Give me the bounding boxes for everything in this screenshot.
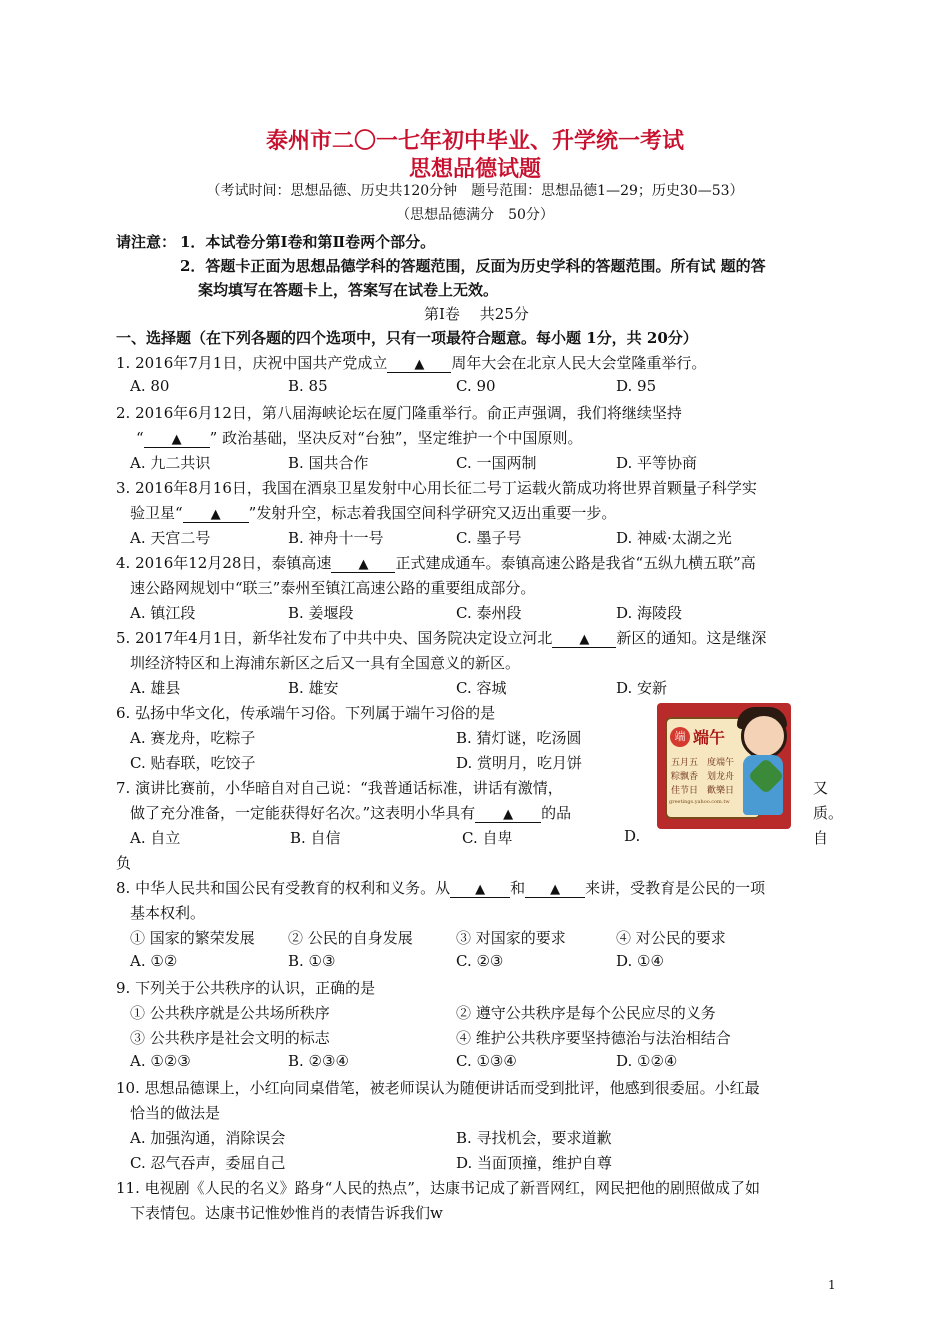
q4-option-b: B. 姜堰段: [288, 604, 354, 622]
q5-option-d: D. 安新: [616, 679, 668, 697]
question-8-line-2: 基本权利。: [130, 904, 206, 922]
q8-option-d: D. ①④: [616, 952, 664, 970]
blank-marker: ▲: [358, 557, 369, 572]
question-2-text-pre: “: [136, 429, 144, 447]
question-3-line-2: [130, 502, 616, 523]
question-10-line-2: 恰当的做法是: [130, 1104, 221, 1122]
part-1-header: 第Ⅰ卷 共25分: [424, 305, 529, 323]
q4-option-c: C. 泰州段: [456, 604, 522, 622]
q1-option-a: A. 80: [130, 377, 170, 395]
q8-item-1: ① 国家的繁荣发展: [130, 929, 255, 947]
q9-item-1: ① 公共秩序就是公共场所秩序: [130, 1004, 330, 1022]
q1-option-c: C. 90: [456, 377, 496, 395]
q4-option-a: A. 镇江段: [130, 604, 196, 622]
q9-item-3: ③ 公共秩序是社会文明的标志: [130, 1029, 330, 1047]
q7-option-d-tail-2: 负: [116, 854, 132, 872]
q6-option-a: A. 赛龙舟，吃粽子: [130, 729, 256, 747]
q7-option-d-tail-1: 自: [813, 829, 829, 847]
image-poem-line-3: 佳节日 歡樂日: [671, 786, 735, 796]
q6-option-c: C. 贴春联，吃饺子: [130, 754, 256, 772]
question-4-line-2: 速公路网规划中“联三”泰州至镇江高速公路的重要组成部分。: [130, 579, 536, 597]
q5-option-c: C. 容城: [456, 679, 507, 697]
answer-blank: [144, 429, 210, 448]
blank-marker: ▲: [414, 357, 425, 372]
question-4-text-pre: 4. 2016年12月28日，泰镇高速: [116, 554, 332, 572]
question-11-line-1: 11. 电视剧《人民的名义》路身“人民的热点”，达康书记成了新晋网红，网民把他的剧照做成了如: [116, 1179, 760, 1197]
answer-blank: [387, 354, 451, 373]
q10-option-d: D. 当面顶撞，维护自尊: [456, 1154, 613, 1172]
q3-option-a: A. 天宫二号: [130, 529, 211, 547]
question-3-line-1: 3. 2016年8月16日，我国在酒泉卫星发射中心用长征二号丁运载火箭成功将世界首颗量子科学实: [116, 479, 757, 497]
q8-item-4: ④ 对公民的要求: [616, 929, 726, 947]
q10-option-a: A. 加强沟通，消除误会: [130, 1129, 286, 1147]
q7-option-d: D.: [624, 827, 641, 845]
q1-option-b: B. 85: [288, 377, 328, 395]
exam-title: 泰州市二〇一七年初中毕业、升学统一考试: [265, 128, 684, 154]
blank-marker: ▲: [171, 432, 182, 447]
question-1: [116, 352, 706, 373]
score-info: （思想品德满分 50分）: [396, 207, 554, 223]
question-9-line-1: 9. 下列关于公共秩序的认识，正确的是: [116, 979, 376, 997]
question-2-line-2: [136, 427, 582, 448]
q9-option-a: A. ①②③: [130, 1052, 191, 1070]
q2-option-d: D. 平等协商: [616, 454, 698, 472]
question-1-text-post: 周年大会在北京人民大会堂隆重举行。: [451, 354, 707, 372]
q7-option-a: A. 自立: [130, 829, 181, 847]
answer-blank: [525, 879, 585, 898]
blank-marker: ▲: [579, 632, 590, 647]
image-title: 端午: [693, 728, 726, 747]
blank-marker: ▲: [475, 882, 486, 897]
question-11-line-2: 下表情包。达康书记惟妙惟肖的表情告诉我们w: [130, 1204, 443, 1222]
answer-blank: [552, 629, 616, 648]
girl-face: [741, 713, 787, 759]
section-1-header: 一、选择题（在下列各题的四个选项中，只有一项最符合题意。每小题 1分，共 20分）: [116, 329, 698, 347]
q9-option-b: B. ②③④: [288, 1052, 349, 1070]
question-8-text-post: 来讲，受教育是公民的一项: [585, 879, 766, 897]
question-6-line-1: 6. 弘扬中华文化，传承端午习俗。下列属于端午习俗的是: [116, 704, 496, 722]
q10-option-c: C. 忍气吞声，委屈自己: [130, 1154, 286, 1172]
q8-option-c: C. ②③: [456, 952, 504, 970]
q8-item-2: ② 公民的自身发展: [288, 929, 413, 947]
question-7-line-1-tail: 又: [813, 779, 829, 797]
question-8-line-1: [116, 877, 765, 898]
question-7-line-2-tail: 质。: [813, 804, 844, 822]
q6-option-d: D. 赏明月，吃月饼: [456, 754, 583, 772]
question-7-text-pre: 做了充分准备，一定能获得好名次。”这表明小华具有: [130, 804, 476, 822]
q9-option-c: C. ①③④: [456, 1052, 517, 1070]
q3-option-d: D. 神威·太湖之光: [616, 529, 732, 547]
answer-blank: [475, 804, 541, 823]
q8-item-3: ③ 对国家的要求: [456, 929, 566, 947]
question-7-line-2: [130, 802, 571, 823]
blank-marker: ▲: [503, 807, 514, 822]
question-5-text-post: 新区的通知。这是继深: [616, 629, 767, 647]
q3-option-c: C. 墨子号: [456, 529, 522, 547]
q8-option-a: A. ①②: [130, 952, 178, 970]
page-number: 1: [828, 1278, 836, 1292]
q7-option-b: B. 自信: [290, 829, 341, 847]
answer-blank: [331, 554, 395, 573]
q2-option-b: B. 国共合作: [288, 454, 369, 472]
image-poem-line-2: 粽飘香 划龙舟: [671, 772, 735, 782]
blank-marker: ▲: [210, 507, 221, 522]
question-2-text-post: ” 政治基础，坚决反对“台独”，坚定维护一个中国原则。: [209, 429, 583, 447]
question-5-line-2: 圳经济特区和上海浦东新区之后又一具有全国意义的新区。: [130, 654, 521, 672]
subject-title: 思想品德试题: [408, 156, 541, 182]
question-4-text-post: 正式建成通车。泰镇高速公路是我省“五纵九横五联”高: [395, 554, 756, 572]
q5-option-a: A. 雄县: [130, 679, 181, 697]
q5-option-b: B. 雄安: [288, 679, 339, 697]
dragon-boat-festival-image: [657, 703, 791, 829]
q4-option-d: D. 海陵段: [616, 604, 683, 622]
question-10-line-1: 10. 思想品德课上，小红向同桌借笔，被老师误认为随便讲话而受到批评，他感到很委屈。小红最: [116, 1079, 760, 1097]
q10-option-b: B. 寻找机会，要求道歉: [456, 1129, 612, 1147]
question-5-text-pre: 5. 2017年4月1日，新华社发布了中共中央、国务院决定设立河北: [116, 629, 553, 647]
question-1-text-pre: 1. 2016年7月1日，庆祝中国共产党成立: [116, 354, 388, 372]
q6-option-b: B. 猜灯谜，吃汤圆: [456, 729, 582, 747]
image-poem-line-1: 五月五 度端午: [671, 758, 735, 768]
q9-option-d: D. ①②④: [616, 1052, 678, 1070]
seal-stamp: 端: [670, 727, 690, 747]
blank-marker: ▲: [550, 882, 561, 897]
question-7-line-1: 7. 演讲比赛前，小华暗自对自己说：“我普通话标准，讲话有激情，: [116, 779, 563, 797]
q9-item-2: ② 遵守公共秩序是每个公民应尽的义务: [456, 1004, 716, 1022]
question-3-text-post: ”发射升空，标志着我国空间科学研究又迈出重要一步。: [248, 504, 617, 522]
q1-option-d: D. 95: [616, 377, 657, 395]
q2-option-c: C. 一国两制: [456, 454, 537, 472]
notice-item-2-line-1: 2．答题卡正面为思想品德学科的答题范围，反面为历史学科的答题范围。所有试 题的答: [180, 257, 766, 275]
answer-blank: [183, 504, 249, 523]
notice-item-1: 1．本试卷分第Ⅰ卷和第Ⅱ卷两个部分。: [180, 233, 436, 251]
question-8-text-mid: 和: [510, 879, 526, 897]
question-8-text-pre: 8. 中华人民共和国公民有受教育的权利和义务。从: [116, 879, 451, 897]
q3-option-b: B. 神舟十一号: [288, 529, 384, 547]
q8-option-b: B. ①③: [288, 952, 336, 970]
notice-label: 请注意：: [116, 233, 177, 251]
q9-item-4: ④ 维护公共秩序要坚持德治与法治相结合: [456, 1029, 731, 1047]
question-7-text-post: 的品: [541, 804, 572, 822]
question-3-text-pre: 验卫星“: [130, 504, 183, 522]
notice-item-2-line-2: 案均填写在答题卡上，答案写在试卷上无效。: [198, 281, 499, 299]
q7-option-c: C. 自卑: [462, 829, 513, 847]
exam-info: （考试时间：思想品德、历史共120分钟 题号范围：思想品德1—29；历史30—53）: [206, 183, 744, 199]
q2-option-a: A. 九二共识: [130, 454, 211, 472]
image-watermark-url: greetings.yahoo.com.tw: [669, 799, 730, 805]
question-4-line-1: [116, 552, 756, 573]
answer-blank: [450, 879, 510, 898]
question-2-line-1: 2. 2016年6月12日，第八届海峡论坛在厦门隆重举行。俞正声强调，我们将继续坚持: [116, 404, 682, 422]
question-5-line-1: [116, 627, 766, 648]
